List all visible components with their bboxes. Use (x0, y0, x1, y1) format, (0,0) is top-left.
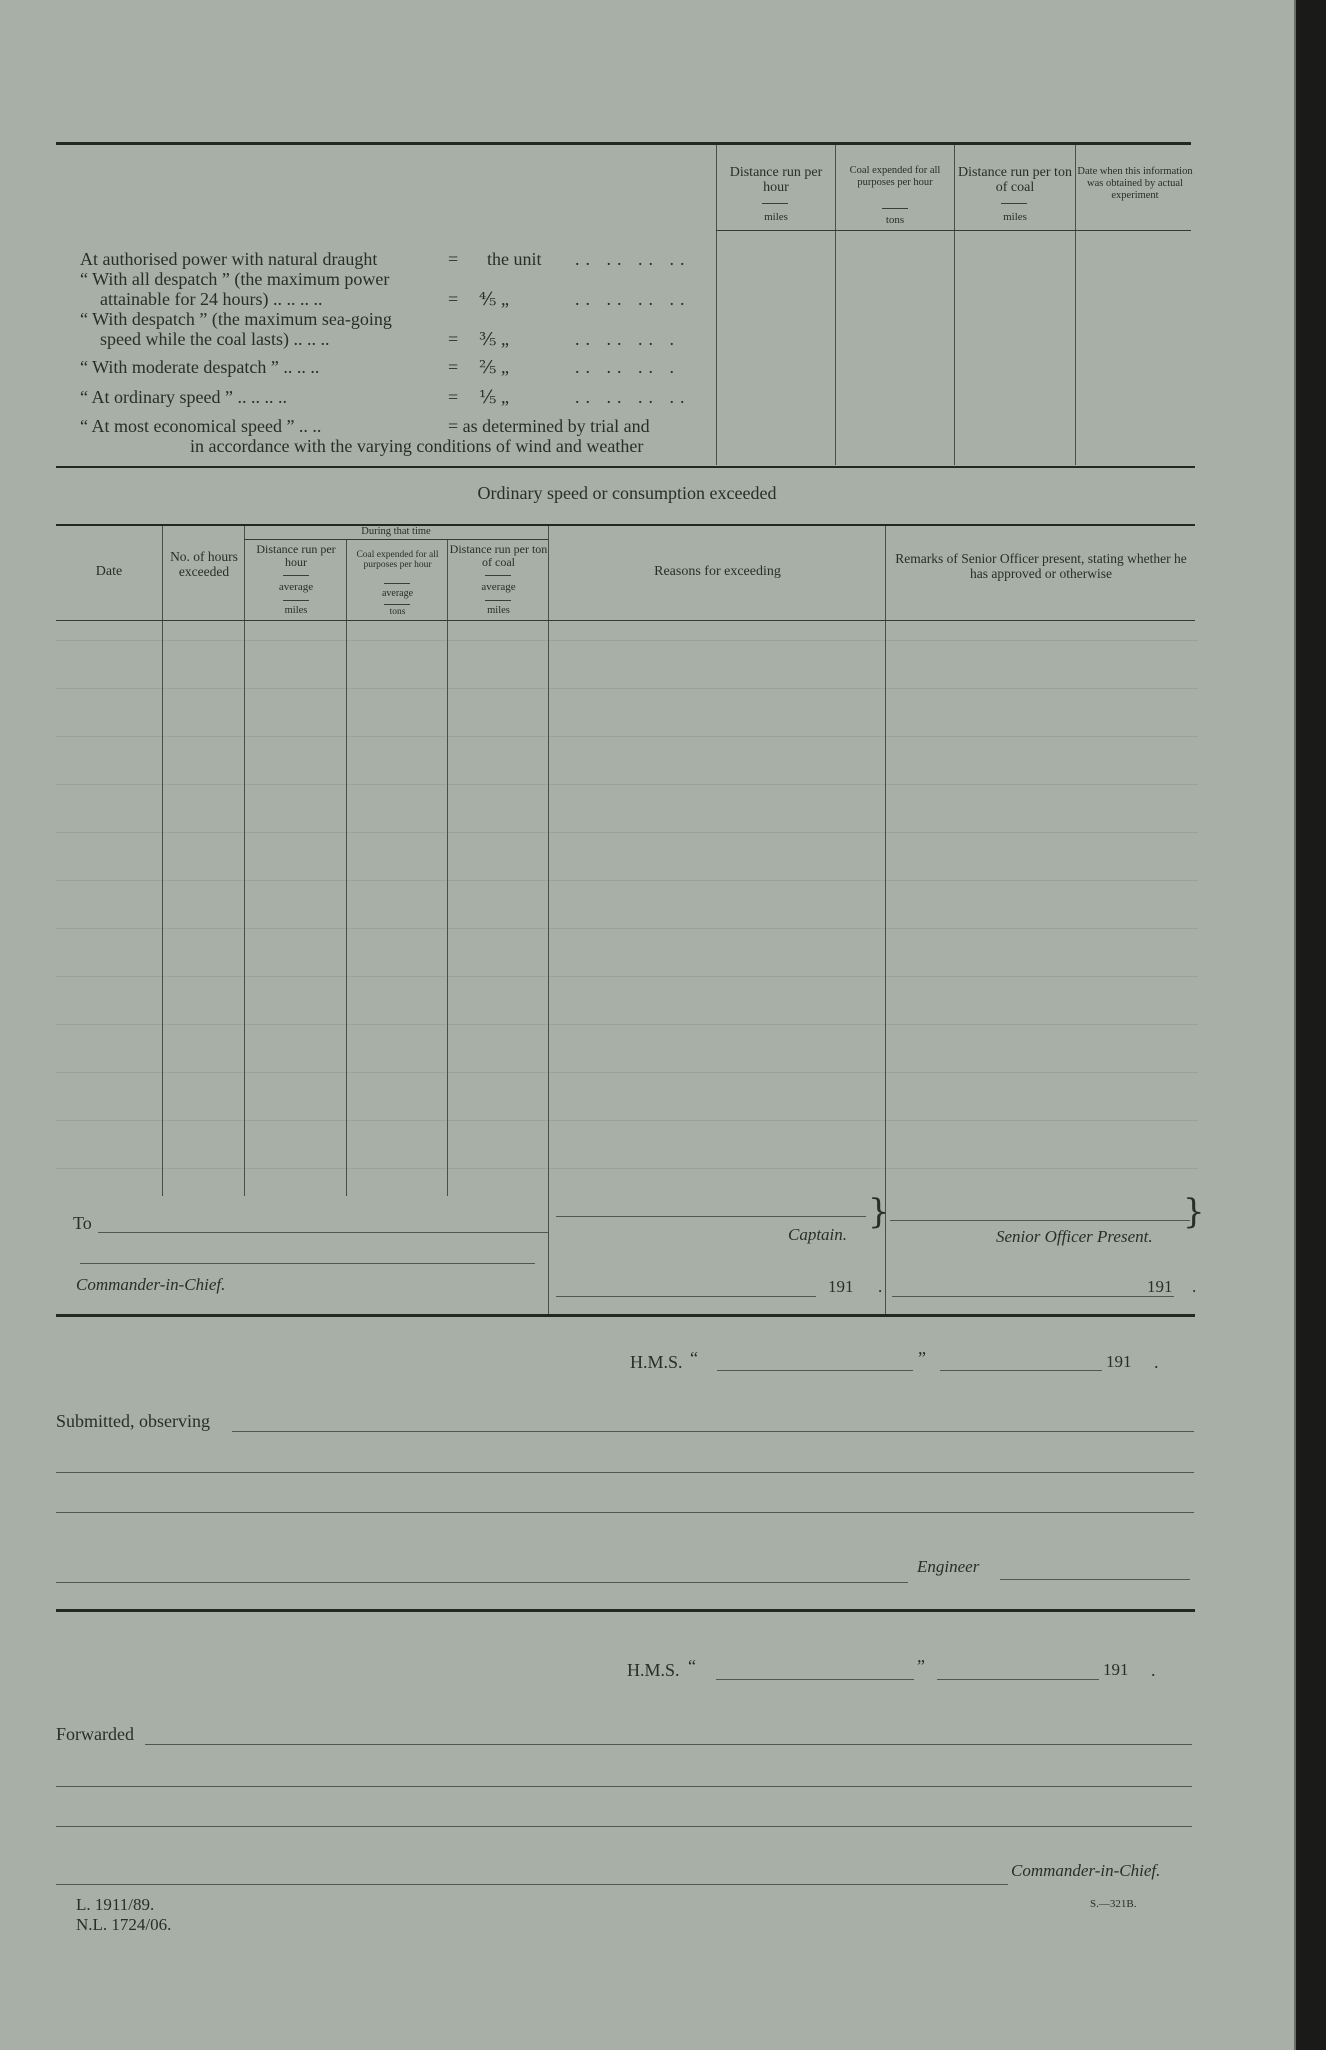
submitted-line[interactable] (232, 1431, 1194, 1432)
col-header-distance-per-ton: Distance run per ton of coal (449, 542, 548, 569)
speed-row-label: At authorised power with natural draught (80, 249, 378, 269)
submitted-line-2[interactable] (56, 1472, 1194, 1473)
col-divider (346, 540, 347, 1196)
to-label: To (73, 1213, 92, 1233)
header-dash (384, 583, 410, 584)
speed-row-value: ⅖ „ (479, 357, 509, 377)
col-unit: tons (389, 607, 406, 617)
forwarded-line[interactable] (145, 1744, 1192, 1745)
speed-row-equals: = (448, 387, 459, 407)
ship-name-line[interactable] (716, 1679, 914, 1680)
col-divider (162, 526, 163, 1196)
section-border (56, 1609, 1195, 1612)
header-dash (882, 208, 908, 209)
footer-ref: L. 1911/89. (76, 1895, 155, 1914)
captain-year-prefix: 191 (828, 1277, 854, 1296)
submitted-line-3[interactable] (56, 1512, 1194, 1513)
col-divider (716, 145, 717, 465)
speed-row-equals: = (448, 357, 459, 377)
group-header-during: During that time (361, 526, 431, 537)
leader-dots: .. .. .. .. (575, 289, 691, 309)
captain-label: Captain. (788, 1225, 848, 1244)
date-dot: . (1192, 1277, 1197, 1296)
speed-row-label: “ At most economical speed ” .. .. (80, 416, 322, 436)
ruled-line (56, 1168, 1198, 1169)
date-line[interactable] (940, 1370, 1102, 1371)
col-divider (447, 540, 448, 1196)
date-line[interactable] (937, 1679, 1099, 1680)
header-dash (485, 600, 511, 601)
section-border (56, 466, 1195, 468)
header-dash (283, 600, 309, 601)
speed-row-label-cont: attainable for 24 hours) .. .. .. .. (100, 289, 323, 309)
col-header-date-obtained: Date when this information was obtained by actual experiment (1077, 166, 1193, 201)
ruled-line (56, 688, 1198, 689)
brace: } (868, 1192, 890, 1232)
ship-name-line[interactable] (717, 1370, 913, 1371)
ruled-line (56, 640, 1198, 641)
col-divider (835, 145, 836, 465)
speed-row-equals: = as determined by trial and (448, 416, 650, 436)
leader-dots: .. .. .. .. (575, 387, 691, 407)
date-dot: . (878, 1277, 883, 1296)
speed-row-equals: = (448, 249, 459, 269)
col-divider (954, 145, 955, 465)
speed-row-label-cont: speed while the coal lasts) .. .. .. (100, 329, 330, 349)
col-unit: miles (487, 605, 510, 616)
section-border (56, 1314, 1195, 1317)
ruled-line (56, 832, 1198, 833)
speed-row-label: “ At ordinary speed ” .. .. .. .. (80, 387, 287, 407)
col-divider (244, 526, 245, 1196)
footer-ref: N.L. 1724/06. (76, 1915, 172, 1934)
leader-dots: .. .. .. .. (575, 249, 691, 269)
speed-row-label: “ With moderate despatch ” .. .. .. (80, 357, 320, 377)
to-line-2[interactable] (80, 1263, 535, 1264)
date-dot: . (1151, 1660, 1156, 1680)
speed-row-value: ⅕ „ (479, 387, 509, 407)
col-unit: miles (284, 605, 308, 616)
col-unit: miles (1003, 211, 1027, 223)
hms-label: H.M.S. (627, 1660, 680, 1680)
date-dot: . (1154, 1352, 1159, 1372)
col-header-remarks: Remarks of Senior Officer present, stating whether he has approved or otherwise (895, 551, 1187, 581)
col-header-coal-expended: Coal expended for all purposes per hour (849, 165, 941, 188)
hms-label: H.M.S. (630, 1352, 683, 1372)
engineer-sign-line[interactable] (1000, 1579, 1190, 1580)
col-header-distance-run: Distance run per hour (729, 165, 823, 195)
open-quote: “ (690, 1348, 698, 1368)
engineer-label: Engineer (917, 1557, 980, 1576)
col-header-coal-expended: Coal expended for all purposes per hour (356, 550, 439, 570)
leader-dots: .. .. .. . (575, 329, 680, 349)
ruled-line (56, 928, 1198, 929)
speed-row-value: ⅗ „ (479, 329, 509, 349)
leader-dots: .. .. .. . (575, 357, 680, 377)
captain-sign-line[interactable] (556, 1216, 866, 1217)
col-header-distance-per-ton: Distance run per ton of coal (958, 165, 1072, 195)
header-rule (716, 230, 1191, 231)
close-quote: ” (917, 1656, 925, 1676)
forwarded-line-3[interactable] (56, 1826, 1192, 1827)
ruled-line (56, 784, 1198, 785)
brace: } (1183, 1192, 1205, 1232)
col-sub: average (481, 581, 516, 593)
speed-row-equals: = (448, 329, 459, 349)
close-quote: ” (918, 1348, 926, 1368)
col-sub: average (381, 588, 414, 599)
header-dash (384, 604, 410, 605)
footer-code: S.—321B. (1090, 1898, 1137, 1910)
ruled-line (56, 736, 1198, 737)
header-dash (485, 575, 511, 576)
ruled-line (56, 880, 1198, 881)
speed-row-label: “ With despatch ” (the maximum sea-going (80, 309, 392, 329)
col-header-hours: No. of hours exceeded (170, 549, 238, 579)
forwarded-line-4[interactable] (56, 1884, 1008, 1885)
ruled-line (56, 1024, 1198, 1025)
speed-row-label: “ With all despatch ” (the maximum power (80, 269, 390, 289)
col-divider (548, 526, 549, 1316)
group-rule (244, 539, 548, 540)
captain-date-line[interactable] (556, 1296, 816, 1297)
col-header-date: Date (95, 564, 123, 579)
header-dash (762, 203, 788, 204)
header-dash (283, 575, 309, 576)
col-header-distance-run: Distance run per hour (256, 542, 336, 569)
forwarded-label: Forwarded (56, 1724, 134, 1744)
to-line[interactable] (98, 1232, 548, 1233)
commander-in-chief-label: Commander-in-Chief. (76, 1275, 226, 1294)
speed-row-value: ⅘ „ (479, 289, 509, 309)
ruled-line (56, 1072, 1198, 1073)
senior-officer-label: Senior Officer Present. (996, 1227, 1153, 1246)
submitted-line-4[interactable] (56, 1582, 908, 1583)
senior-officer-year-prefix: 191 (1147, 1277, 1173, 1296)
col-unit: tons (885, 214, 905, 226)
speed-row-label-cont: in accordance with the varying conditions of wind and weather (190, 436, 644, 456)
header-bottom-rule (56, 620, 1195, 621)
commander-in-chief-label: Commander-in-Chief. (1011, 1861, 1161, 1880)
col-header-reasons: Reasons for exceeding (654, 564, 781, 579)
submitted-label: Submitted, observing (56, 1411, 210, 1431)
speed-row-equals: = (448, 289, 459, 309)
top-border (56, 142, 1191, 145)
table-top-border (56, 524, 1195, 526)
year-prefix: 191 (1103, 1660, 1129, 1679)
ruled-line (56, 1120, 1198, 1121)
col-sub: average (278, 581, 314, 593)
header-dash (1001, 203, 1027, 204)
ruled-line (56, 976, 1198, 977)
open-quote: “ (688, 1656, 696, 1676)
speed-row-value: the unit (487, 249, 542, 269)
senior-officer-date-line[interactable] (892, 1296, 1174, 1297)
year-prefix: 191 (1106, 1352, 1132, 1371)
section-title: Ordinary speed or consumption exceeded (477, 483, 777, 503)
senior-officer-sign-line[interactable] (890, 1220, 1190, 1221)
col-divider (1075, 145, 1076, 465)
forwarded-line-2[interactable] (56, 1786, 1192, 1787)
col-unit: miles (764, 211, 788, 223)
